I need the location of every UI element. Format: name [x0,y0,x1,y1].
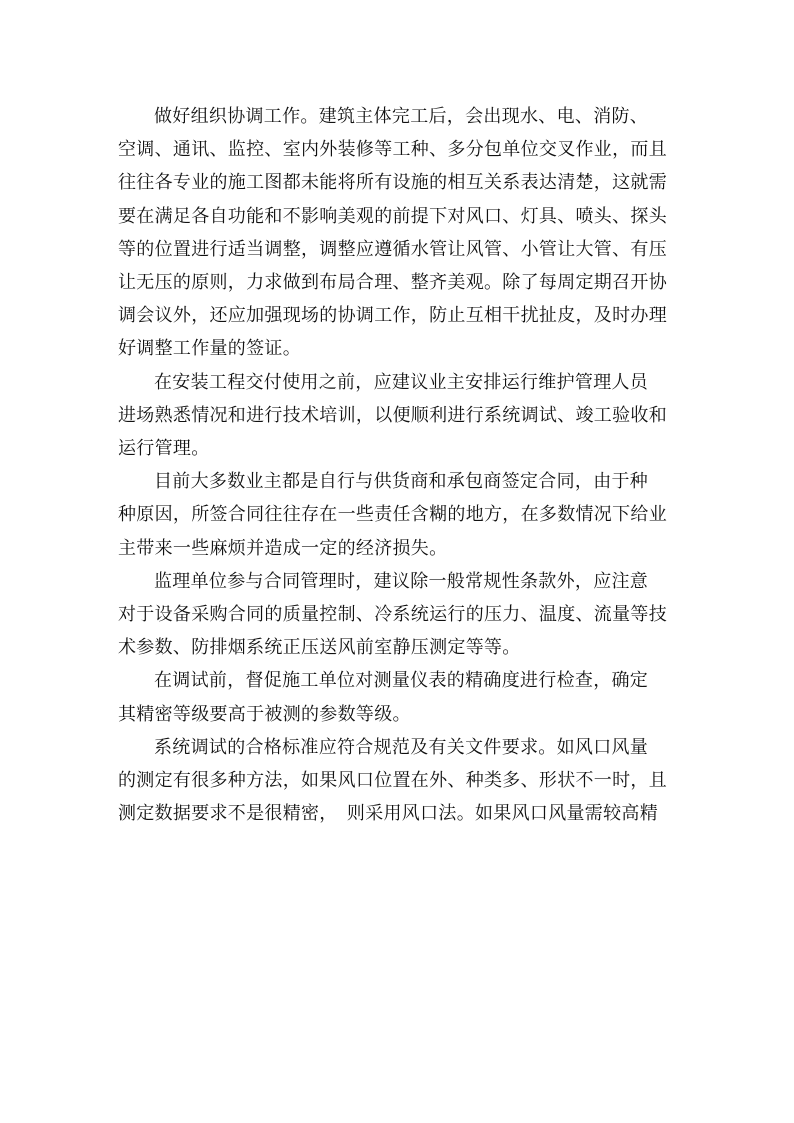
paragraph-commissioning-standard [118,731,678,831]
paragraph-instrument-check [118,664,678,730]
text-line: 往往各专业的施工图都未能将所有设施的相互关系表达清楚，这就需 [118,172,667,194]
text-line: 进场熟悉情况和进行技术培训，以便顺利进行系统调试、竣工验收和 [118,404,667,426]
document-body [118,100,678,830]
text-line: 空调、通讯、监控、室内外装修等工种、多分包单位交叉作业，而且 [118,139,667,161]
text-line: 对于设备采购合同的质量控制、冷系统运行的压力、温度、流量等技 [118,604,667,626]
text-line: 主带来一些麻烦并造成一定的经济损失。 [118,537,448,559]
text-line: 种原因，所签合同往往存在一些责任含糊的地方，在多数情况下给业 [118,504,667,526]
text-line: 其精密等级要高于被测的参数等级。 [118,703,411,725]
paragraph-coordination [118,100,678,366]
text-line: 调会议外，还应加强现场的协调工作，防止互相干扰扯皮，及时办理 [118,305,667,327]
paragraph-handover-training [118,366,678,466]
text-line: 好调整工作量的签证。 [118,338,301,360]
paragraph-contracts [118,465,678,565]
text-line: 让无压的原则，力求做到布局合理、整齐美观。除了每周定期召开协 [118,272,667,294]
text-line: 目前大多数业主都是自行与供货商和承包商签定合同，由于种 [154,471,649,493]
paragraph-contract-management [118,565,678,665]
text-line: 运行管理。 [118,438,210,460]
text-line: 在调试前，督促施工单位对测量仪表的精确度进行检查，确定 [154,670,649,692]
text-line: 术参数、防排烟系统正压送风前室静压测定等等。 [118,637,521,659]
text-line: 要在满足各自功能和不影响美观的前提下对风口、灯具、喷头、探头 [118,205,667,227]
text-line: 系统调试的合格标准应符合规范及有关文件要求。如风口风量 [154,736,649,758]
text-line: 的测定有很多种方法，如果风口位置在外、种类多、形状不一时，且 [118,770,667,792]
text-line: 等的位置进行适当调整，调整应遵循水管让风管、小管让大管、有压 [118,238,667,260]
text-line: 测定数据要求不是很精密， 则采用风口法。如果风口风量需较高精 [118,803,658,825]
text-line: 监理单位参与合同管理时，建议除一般常规性条款外，应注意 [154,570,649,592]
text-line: 在安装工程交付使用之前，应建议业主安排运行维护管理人员 [154,371,649,393]
text-line: 做好组织协调工作。建筑主体完工后，会出现水、电、消防、 [154,106,649,127]
